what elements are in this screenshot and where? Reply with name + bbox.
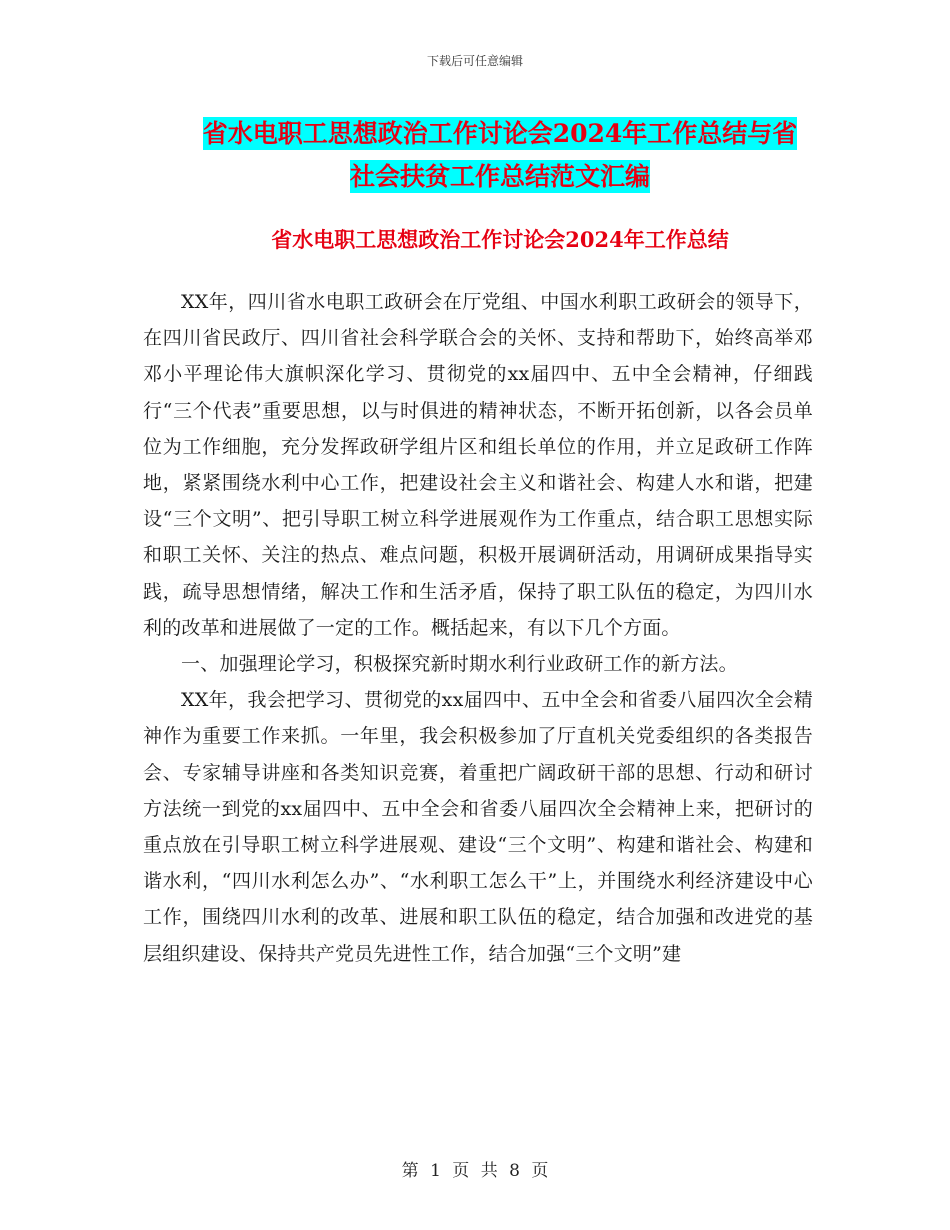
document-title [140,112,860,198]
header-note: 下载后可任意编辑 [426,54,523,68]
document-body [143,284,813,972]
page-footer: 第 1 页 共 8 页 [401,1161,549,1181]
document-title-line-1: 省水电职工思想政治工作讨论会2024年工作总结与省 [202,119,798,148]
paragraph: XX年，我会把学习、贯彻党的xx届四中、五中全会和省委八届四次全会精神作为重要工作来抓。一年里，我会积极参加了厅直机关党委组织的各类报告会、专家辅导讲座和各类知识竞赛，着重把广阔政研干部的思想、行动和研讨方法统一到党的xx届四中、五中全会和省委八届四次全会精神上来，把研讨的重点放在引导职工树立科学进展观、建设“三个文明”、构建和谐社会、构建和谐水利，“四川水利怎么办”、“水利职工怎么干”上，并围绕水利经济建设中心工作，围绕四川水利的改革、进展和职工队伍的稳定，结合加强和改进党的基层组织建设、保持共产党员先进性工作，结合加强“三个文明”建 [143,689,813,965]
paragraph: 一、加强理论学习，积极探究新时期水利行业政研工作的新方法。 [181,653,738,676]
document-title-line-2: 社会扶贫工作总结范文汇编 [349,162,650,191]
section-title: 省水电职工思想政治工作讨论会2024年工作总结 [271,227,729,252]
paragraph: XX年，四川省水电职工政研会在厅党组、中国水利职工政研会的领导下，在四川省民政厅、四川省社会科学联合会的关怀、支持和帮助下，始终高举邓邓小平理论伟大旗帜深化学习、贯彻党的xx届四中、五中全会精神，仔细践行“三个代表”重要思想，以与时俱进的精神状态，不断开拓创新，以各会员单位为工作细胞，充分发挥政研学组片区和组长单位的作用，并立足政研工作阵地，紧紧围绕水利中心工作，把建设社会主义和谐社会、构建人水和谐，把建设“三个文明”、把引导职工树立科学进展观作为工作重点，结合职工思想实际和职工关怀、关注的热点、难点问题，积极开展调研活动，用调研成果指导实践，疏导思想情绪，解决工作和生活矛盾，保持了职工队伍的稳定，为四川水利的改革和进展做了一定的工作。概括起来，有以下几个方面。 [143,291,813,639]
